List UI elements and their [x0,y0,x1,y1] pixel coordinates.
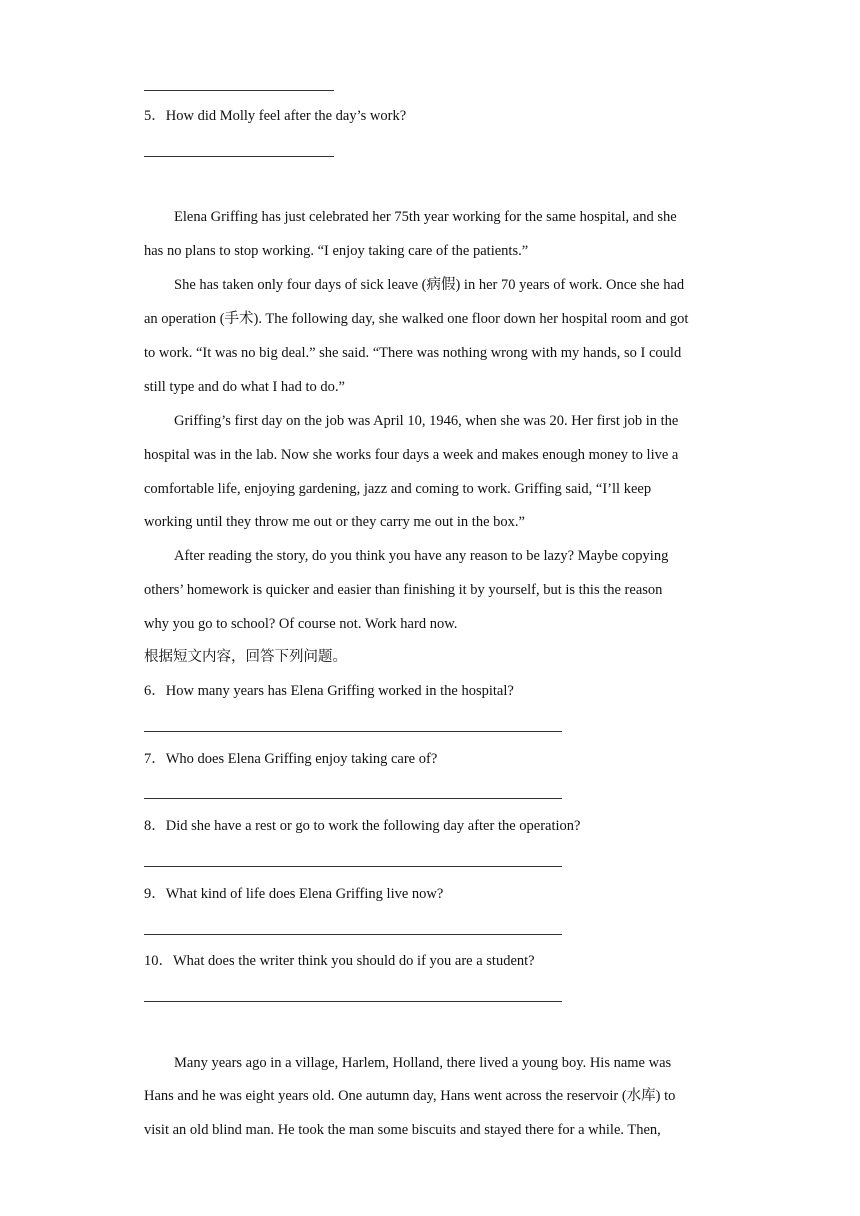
passage-line: why you go to school? Of course not. Work hard now. [144,616,458,632]
passage-line: Elena Griffing has just celebrated her 75th year working for the same hospital, and she [174,209,677,225]
passage-line: comfortable life, enjoying gardening, jazz and coming to work. Griffing said, “I’ll keep [144,481,652,497]
passage-line: Many years ago in a village, Harlem, Holland, there lived a young boy. His name was [174,1055,672,1071]
passage-line: still type and do what I had to do.” [144,379,345,395]
passage-line: Hans and he was eight years old. One autumn day, Hans went across the reservoir (水库) to [144,1088,676,1104]
passage-line: After reading the story, do you think you have any reason to be lazy? Maybe copying [174,548,669,564]
answer-line[interactable] [144,90,334,91]
passage-line: has no plans to stop working. “I enjoy taking care of the patients.” [144,243,529,259]
question-9: 9．What kind of life does Elena Griffing live now? [144,886,444,902]
passage-line: hospital was in the lab. Now she works four days a week and makes enough money to live a [144,447,679,463]
instruction: 根据短文内容，回答下列问题。 [144,649,347,665]
passage-line: others’ homework is quicker and easier than finishing it by yourself, but is this the reason [144,582,663,598]
passage-line: to work. “It was no big deal.” she said. “There was nothing wrong with my hands, so I could [144,345,682,361]
question-6: 6．How many years has Elena Griffing worked in the hospital? [144,683,514,699]
passage-line: Griffing’s first day on the job was April 10, 1946, when she was 20. Her first job in the [174,413,679,429]
answer-line-5[interactable] [144,156,334,157]
answer-line-10[interactable] [144,1001,562,1002]
answer-line-9[interactable] [144,934,562,935]
passage-line: working until they throw me out or they carry me out in the box.” [144,514,525,530]
question-7: 7．Who does Elena Griffing enjoy taking care of? [144,751,438,767]
answer-line-6[interactable] [144,731,562,732]
answer-line-7[interactable] [144,798,562,799]
answer-line-8[interactable] [144,866,562,867]
question-5: 5．How did Molly feel after the day’s work? [144,108,407,124]
question-8: 8．Did she have a rest or go to work the following day after the operation? [144,818,581,834]
passage-line: She has taken only four days of sick leave (病假) in her 70 years of work. Once she had [174,277,685,293]
question-10: 10．What does the writer think you should do if you are a student? [144,953,535,969]
passage-line: an operation (手术). The following day, she walked one floor down her hospital room and got [144,311,689,327]
passage-line: visit an old blind man. He took the man some biscuits and stayed there for a while. Then, [144,1122,661,1138]
